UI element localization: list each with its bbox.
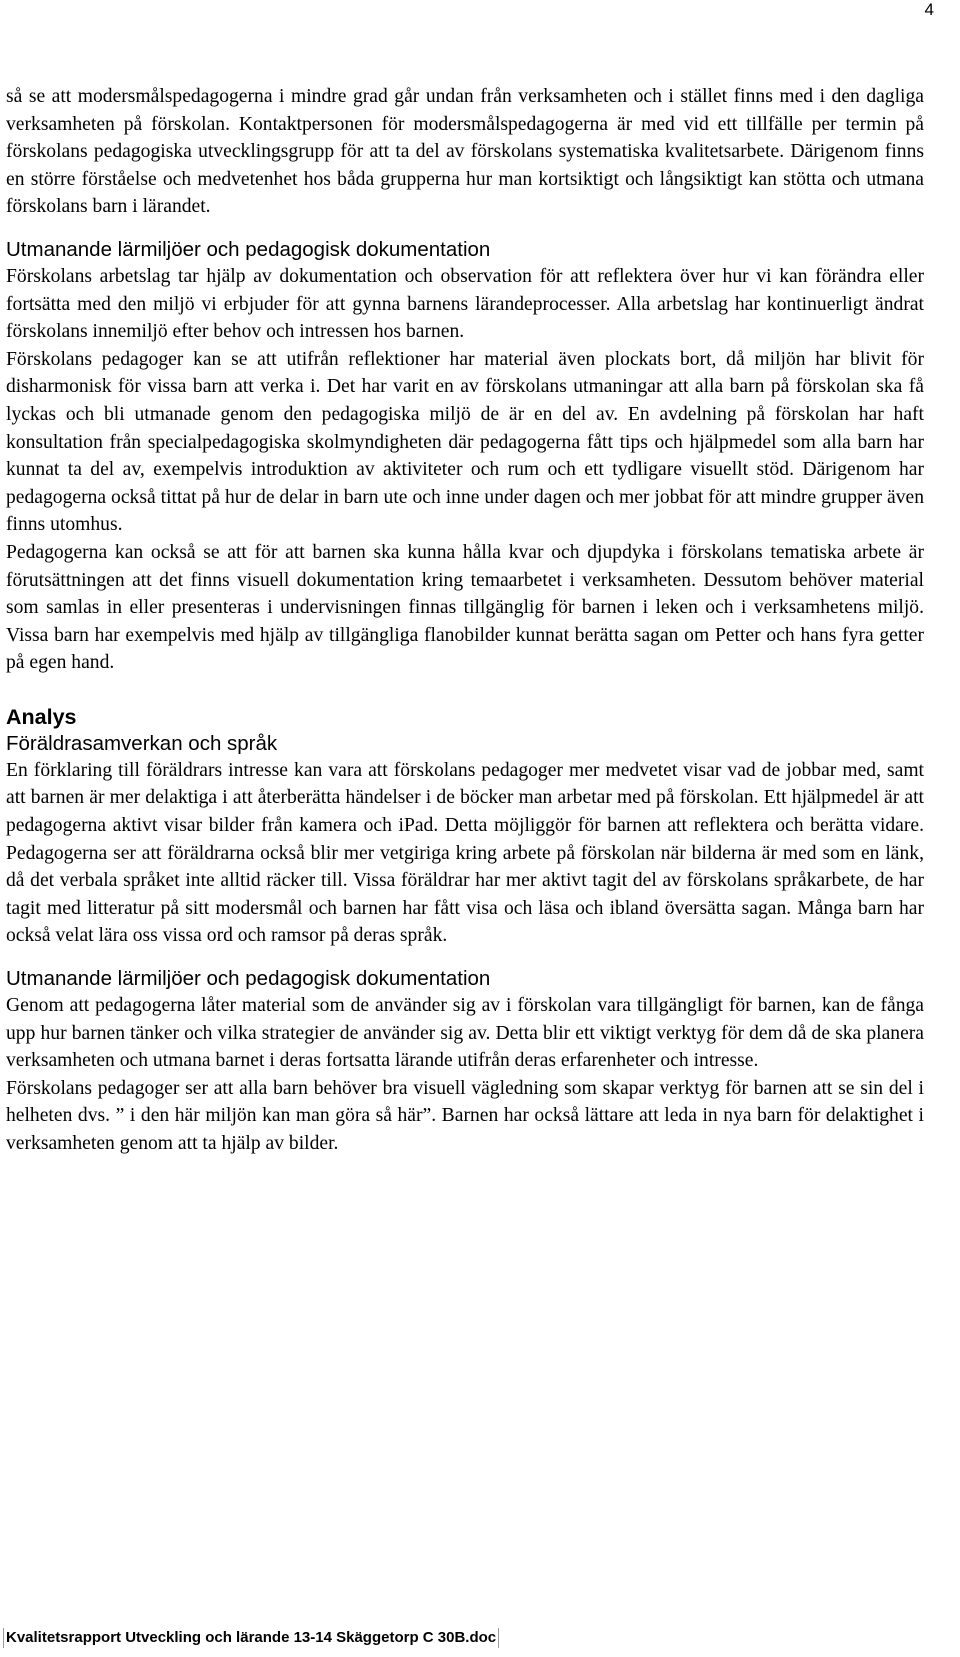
document-body bbox=[6, 83, 924, 1158]
subsection-heading-learning-environments: Utmanande lärmiljöer och pedagogisk dokumentation bbox=[6, 967, 491, 991]
section-heading-learning-environments: Utmanande lärmiljöer och pedagogisk dokumentation bbox=[6, 237, 491, 261]
body-paragraph: Förskolans pedagoger kan se att utifrån reflektioner har material även plockats bort, då miljön har blivit för disharmonisk för vissa barn att verka i. Det har varit en av förskolans utmaningar att alla barn på förskolan ska få lyckas och bli utmanade genom den pedagogiska miljö de är en del av. En avdelning på förskolan har haft konsultation från specialpedagogiska skolmyndigheten där pedagogerna fått tips och hjälpmedel som alla barn har kunnat ta del av, exempelvis introduktion av aktiviteter och rum och ett tydligare visuellt stöd. Därigenom har pedagogerna också tittat på hur de delar in barn ute och inne under dagen och mer jobbat för att mindre grupper även finns utomhus. bbox=[6, 348, 924, 536]
body-paragraph: Genom att pedagogerna låter material som de använder sig av i förskolan vara tillgängligt för barnen, kan de fånga upp hur barnen tänker och vilka strategier de använder sig av. Detta blir ett viktigt verktyg för dem då de ska planera verksamheten och utmana barnet i deras fortsatta lärande utifrån deras erfarenheter och intresse. bbox=[6, 995, 924, 1072]
body-paragraph: En förklaring till föräldrars intresse kan vara att förskolans pedagoger mer medvetet visar vad de jobbar med, samt att barnen är mer delaktiga i att återberätta händelser i de böcker man arbetar med på förskolan. Ett hjälpmedel är att pedagogerna aktivt visar bilder från kamera och iPad. Detta möjliggör för barnen att reflektera och berätta vidare. Pedagogerna ser att föräldrarna också blir mer vetgiriga kring arbete på förskolan när bilderna är med som en länk, då det verbala språket inte alltid räcker till. Vissa föräldrar har mer aktivt tagit del av förskolans språkarbete, de har tagit med litteratur på sitt modersmål och barnen har fått visa och läsa och ibland översätta sagan. Många barn har också velat lära oss vissa ord och ramsor på deras språk. bbox=[6, 759, 924, 947]
document-footer: Kvalitetsrapport Utveckling och lärande 13-14 Skäggetorp C 30B.doc bbox=[3, 1628, 499, 1648]
body-paragraph: Förskolans arbetslag tar hjälp av dokumentation och observation för att reflektera över hur vi kan förändra eller fortsätta med den miljö vi erbjuder för att gynna barnens lärandeprocesser. Alla arbetslag har kontinuerligt ändrat förskolans innemiljö efter behov och intressen hos barnen. bbox=[6, 265, 924, 343]
body-paragraph: Förskolans pedagoger ser att alla barn behöver bra visuell vägledning som skapar verktyg för barnen att se sin del i helheten dvs. ” i den här miljön kan man göra så här”. Barnen har också lättare att leda in nya barn för delaktighet i verksamheten genom att ta hjälp av bilder. bbox=[6, 1077, 924, 1154]
page-number: 4 bbox=[924, 0, 934, 19]
section-heading-analys: Analys bbox=[6, 704, 77, 729]
body-paragraph: Pedagogerna kan också se att för att barnen ska kunna hålla kvar och djupdyka i förskolans tematiska arbete är förutsättningen att det finns visuell dokumentation kring temaarbetet i verksamheten. Dessutom behöver material som samlas in eller presenteras i undervisningen finnas tillgänglig för barnen i leken och i verksamhetens miljö. Vissa barn har exempelvis med hjälp av tillgängliga flanobilder kunnat berätta sagan om Petter och hans fyra getter på egen hand. bbox=[6, 541, 924, 674]
subsection-heading-parent-cooperation: Föräldrasamverkan och språk bbox=[6, 731, 278, 755]
body-paragraph: så se att modersmålspedagogerna i mindre grad går undan från verksamheten och i stället finns med i den dagliga verksamheten på förskolan. Kontaktpersonen för modersmålspedagogerna är med vid ett tillfälle per termin på förskolans pedagogiska utvecklingsgrupp för att ta del av förskolans systematiska kvalitetsarbete. Därigenom finns en större förståelse och medvetenhet hos båda grupperna hur man kortsiktigt och långsiktigt kan stötta och utmana förskolans barn i lärandet. bbox=[6, 86, 924, 218]
